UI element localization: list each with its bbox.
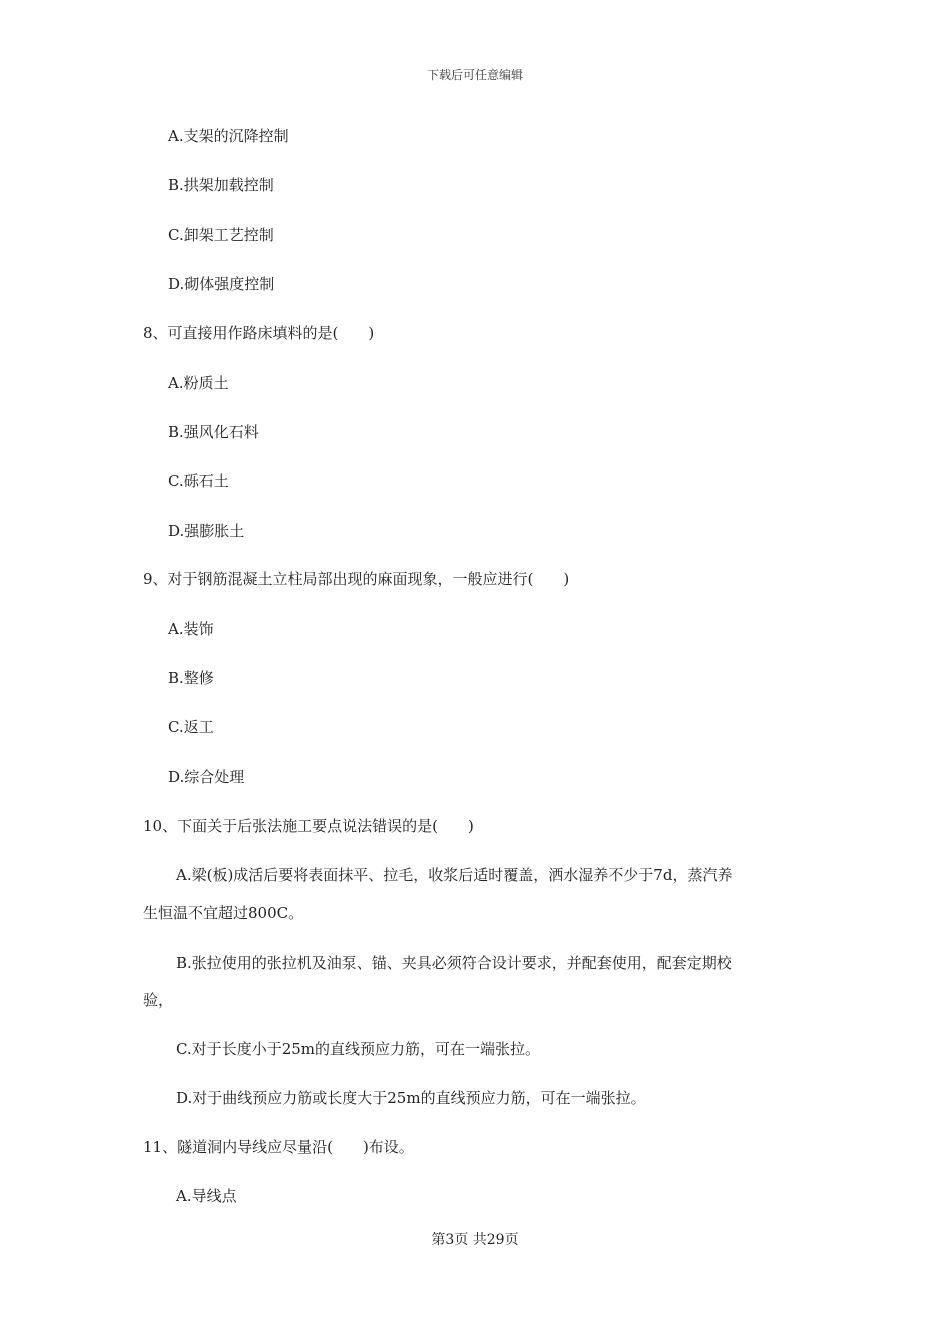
option-7b: B.拱架加载控制 <box>168 176 274 194</box>
question-9-title: 9、对于钢筋混凝土立柱局部出现的麻面现象，一般应进行( ) <box>143 570 570 588</box>
option-11a: A.导线点 <box>176 1187 237 1205</box>
option-7a: A.支架的沉降控制 <box>168 127 289 145</box>
page-footer: 第3页 共29页 <box>431 1232 519 1248</box>
option-9d: D.综合处理 <box>168 768 245 786</box>
option-8d: D.强膨胀土 <box>168 522 245 540</box>
option-9b: B.整修 <box>168 669 214 687</box>
option-9a: A.装饰 <box>168 620 214 638</box>
option-8b: B.强风化石料 <box>168 423 259 441</box>
option-7d: D.砌体强度控制 <box>168 275 275 293</box>
page-header: 下载后可任意编辑 <box>426 68 523 82</box>
option-10a-line2: 生恒温不宜超过800C。 <box>143 904 304 922</box>
option-10c: C.对于长度小于25m的直线预应力筋，可在一端张拉。 <box>176 1040 541 1058</box>
option-8c: C.砾石土 <box>168 472 229 490</box>
option-10d: D.对于曲线预应力筋或长度大于25m的直线预应力筋，可在一端张拉。 <box>176 1089 646 1107</box>
option-7c: C.卸架工艺控制 <box>168 226 274 244</box>
option-10b-line1: B.张拉使用的张拉机及油泵、锚、夹具必须符合设计要求，并配套使用，配套定期校 <box>176 954 732 972</box>
option-8a: A.粉质土 <box>168 374 229 392</box>
question-8-title: 8、可直接用作路床填料的是( ) <box>143 324 375 342</box>
question-11-title: 11、隧道洞内导线应尽量沿( )布设。 <box>143 1138 414 1156</box>
question-10-title: 10、下面关于后张法施工要点说法错误的是( ) <box>143 817 474 835</box>
option-10a-line1: A.梁(板)成活后要将表面抹平、拉毛，收浆后适时覆盖，洒水湿养不少于7d，蒸汽养 <box>176 866 733 884</box>
option-9c: C.返工 <box>168 718 214 736</box>
option-10b-line2: 验， <box>143 991 174 1009</box>
